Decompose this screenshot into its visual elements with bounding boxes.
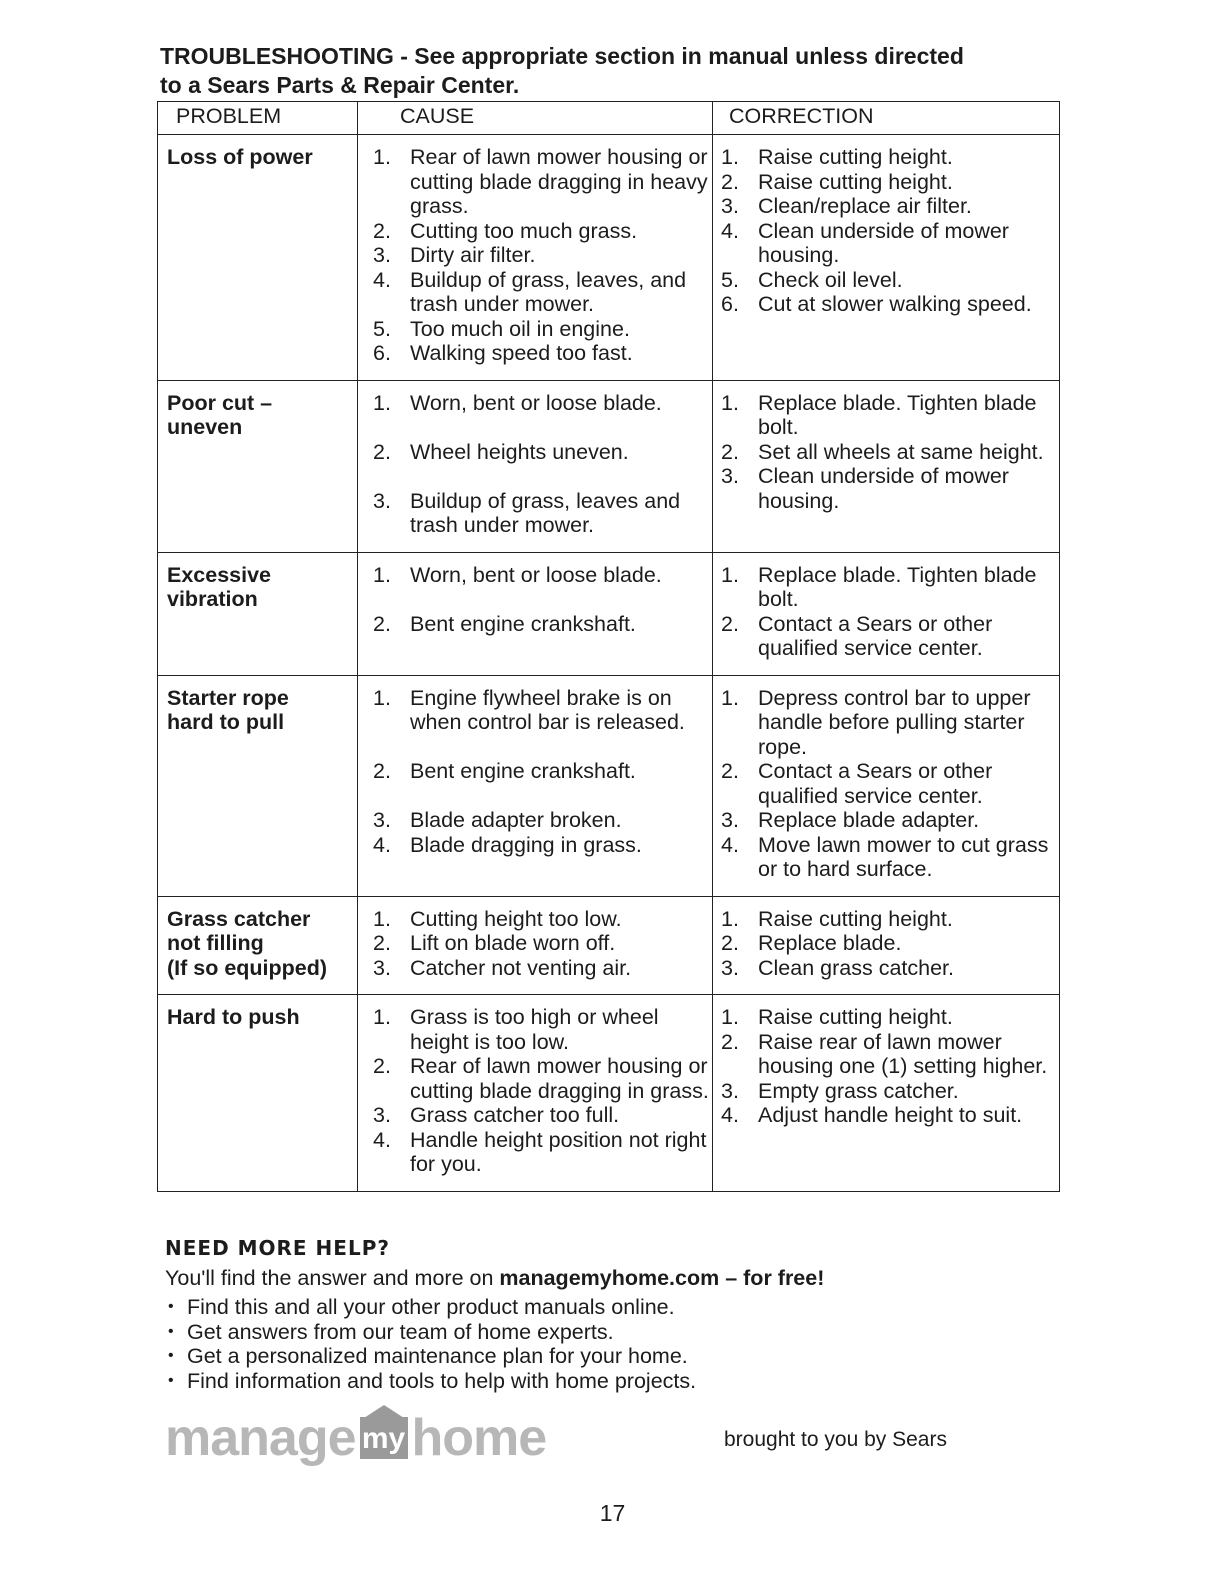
table-row bbox=[158, 896, 1060, 995]
page-title-line-2: to a Sears Parts & Repair Center. bbox=[160, 72, 520, 98]
cause-text: Dirty air filter. bbox=[410, 243, 536, 267]
cause-item bbox=[373, 907, 712, 932]
cause-item bbox=[373, 759, 712, 784]
cause-text: Rear of lawn mower housing or cutting blade dragging in heavy grass. bbox=[410, 145, 708, 218]
cause-number: 2. bbox=[373, 759, 391, 783]
correction-cell bbox=[713, 552, 1060, 675]
help-intro bbox=[165, 1266, 1065, 1291]
cause-number: 2. bbox=[373, 931, 391, 955]
cause-list bbox=[358, 391, 712, 538]
problem-cell bbox=[158, 380, 358, 552]
correction-number: 3. bbox=[721, 464, 739, 488]
correction-text: Adjust handle height to suit. bbox=[758, 1103, 1023, 1127]
cause-number: 3. bbox=[373, 1103, 391, 1127]
correction-item bbox=[721, 268, 1059, 293]
correction-cell bbox=[713, 995, 1060, 1192]
cause-text: Engine flywheel brake is on when control bar is released. bbox=[410, 685, 685, 734]
problem-label-line: Starter rope bbox=[167, 685, 289, 710]
cause-item bbox=[373, 489, 712, 538]
correction-item bbox=[721, 931, 1059, 956]
cause-number: 1. bbox=[373, 145, 391, 169]
cause-item bbox=[373, 219, 712, 244]
cause-item bbox=[373, 956, 712, 981]
correction-text: Clean underside of mower housing. bbox=[758, 464, 1009, 513]
table-row bbox=[158, 380, 1060, 552]
cause-text: Bent engine crankshaft. bbox=[410, 611, 636, 636]
cause-cell bbox=[358, 552, 713, 675]
table-row bbox=[158, 135, 1060, 381]
correction-item bbox=[721, 1103, 1059, 1128]
cause-text: Worn, bent or loose blade. bbox=[410, 562, 662, 587]
cause-cell bbox=[358, 896, 713, 995]
help-bullet: • Find information and tools to help with home projects. bbox=[165, 1369, 1065, 1394]
correction-cell bbox=[713, 675, 1060, 896]
table-row bbox=[158, 552, 1060, 675]
correction-text: Contact a Sears or other qualified service center. bbox=[758, 611, 993, 660]
cause-list bbox=[358, 686, 712, 858]
cause-item bbox=[373, 317, 712, 342]
cause-number: 1. bbox=[373, 685, 391, 710]
help-intro-link[interactable]: managemyhome.com – for free! bbox=[499, 1266, 825, 1290]
help-bullet: • Get answers from our team of home experts. bbox=[165, 1320, 1065, 1345]
cause-item bbox=[373, 1054, 712, 1103]
cause-text: Too much oil in engine. bbox=[410, 316, 630, 341]
cause-number: 2. bbox=[373, 1054, 391, 1078]
correction-number: 4. bbox=[721, 832, 739, 857]
correction-number: 1. bbox=[721, 145, 739, 169]
cause-number: 3. bbox=[373, 488, 391, 513]
correction-item bbox=[721, 833, 1059, 882]
cause-text: Grass catcher too full. bbox=[410, 1103, 620, 1127]
correction-text: Raise cutting height. bbox=[758, 169, 953, 194]
correction-text: Depress control bar to upper handle before pulling starter rope. bbox=[758, 685, 1031, 759]
correction-text: Replace blade adapter. bbox=[758, 808, 980, 832]
cause-list bbox=[358, 563, 712, 637]
correction-number: 2. bbox=[721, 439, 739, 464]
correction-number: 2. bbox=[721, 931, 739, 955]
correction-item bbox=[721, 219, 1059, 268]
correction-item bbox=[721, 440, 1059, 465]
correction-text: Empty grass catcher. bbox=[758, 1078, 959, 1103]
logo-house-icon bbox=[360, 1417, 408, 1459]
correction-number: 1. bbox=[721, 1005, 739, 1029]
cause-number: 3. bbox=[373, 808, 391, 832]
cause-item bbox=[373, 808, 712, 833]
correction-cell bbox=[713, 380, 1060, 552]
cause-text: Rear of lawn mower housing or cutting blade dragging in grass. bbox=[410, 1054, 709, 1103]
correction-number: 4. bbox=[721, 1103, 739, 1127]
correction-item bbox=[721, 145, 1059, 170]
cause-text: Buildup of grass, leaves and trash under mower. bbox=[410, 488, 681, 537]
cause-number: 1. bbox=[373, 562, 391, 587]
cause-cell bbox=[358, 135, 713, 381]
cause-text: Catcher not venting air. bbox=[410, 955, 632, 980]
correction-number: 1. bbox=[721, 562, 739, 587]
cause-text: Walking speed too fast. bbox=[410, 341, 633, 365]
cause-number: 4. bbox=[373, 267, 391, 292]
correction-list bbox=[713, 907, 1059, 981]
correction-number: 2. bbox=[721, 169, 739, 194]
logo-word-home: home bbox=[411, 1409, 547, 1467]
cause-list bbox=[358, 1005, 712, 1177]
correction-number: 2. bbox=[721, 1029, 739, 1054]
cause-item bbox=[373, 243, 712, 268]
correction-number: 3. bbox=[721, 955, 739, 980]
cause-text: Bent engine crankshaft. bbox=[410, 759, 636, 783]
problem-cell bbox=[158, 135, 358, 381]
correction-text: Clean underside of mower housing. bbox=[758, 218, 1009, 267]
table-row bbox=[158, 675, 1060, 896]
problem-label-line: not filling bbox=[167, 931, 264, 955]
cause-item bbox=[373, 391, 712, 416]
correction-list bbox=[713, 391, 1059, 514]
page-title bbox=[160, 42, 1090, 100]
help-section bbox=[165, 1236, 1065, 1393]
help-bullet: • Get a personalized maintenance plan for your home. bbox=[165, 1344, 1065, 1369]
header-cause: CAUSE bbox=[358, 102, 713, 135]
correction-text: Raise rear of lawn mower housing one (1) setting higher. bbox=[758, 1029, 1048, 1078]
cause-number: 1. bbox=[373, 1005, 391, 1029]
brought-by-text: brought to you by Sears bbox=[724, 1428, 947, 1451]
correction-text: Raise cutting height. bbox=[758, 145, 953, 169]
page-number: 17 bbox=[599, 1500, 626, 1526]
cause-number: 2. bbox=[373, 218, 391, 243]
correction-text: Cut at slower walking speed. bbox=[758, 292, 1032, 316]
cause-item bbox=[373, 931, 712, 956]
troubleshooting-table bbox=[157, 101, 1060, 1192]
cause-text: Blade adapter broken. bbox=[410, 808, 622, 832]
header-problem: PROBLEM bbox=[158, 102, 358, 135]
header-correction: CORRECTION bbox=[713, 102, 1060, 135]
correction-item bbox=[721, 1030, 1059, 1079]
correction-number: 1. bbox=[721, 685, 739, 710]
correction-text: Move lawn mower to cut grass or to hard surface. bbox=[758, 832, 1049, 881]
cause-number: 2. bbox=[373, 439, 391, 464]
problem-cell bbox=[158, 995, 358, 1192]
help-intro-text: You'll find the answer and more on bbox=[165, 1266, 500, 1290]
cause-item bbox=[373, 1128, 712, 1177]
cause-cell bbox=[358, 675, 713, 896]
cause-item bbox=[373, 686, 712, 735]
problem-label-line: hard to pull bbox=[167, 710, 285, 734]
correction-list bbox=[713, 563, 1059, 661]
correction-text: Check oil level. bbox=[758, 267, 903, 292]
correction-item bbox=[721, 612, 1059, 661]
correction-item bbox=[721, 170, 1059, 195]
help-bullet: • Find this and all your other product manuals online. bbox=[165, 1295, 1065, 1320]
cause-text: Grass is too high or wheel height is too low. bbox=[410, 1005, 659, 1054]
correction-text: Clean grass catcher. bbox=[758, 955, 954, 980]
correction-text: Replace blade. bbox=[758, 931, 902, 955]
cause-item bbox=[373, 440, 712, 465]
correction-cell bbox=[713, 896, 1060, 995]
help-title: NEED MORE HELP? bbox=[165, 1236, 390, 1260]
cause-item bbox=[373, 563, 712, 588]
correction-item bbox=[721, 292, 1059, 317]
page-title-line-1: TROUBLESHOOTING - See appropriate section in manual unless directed bbox=[160, 43, 964, 69]
correction-item bbox=[721, 464, 1059, 513]
cause-cell bbox=[358, 380, 713, 552]
cause-text: Handle height position not right for you. bbox=[410, 1127, 707, 1176]
cause-list bbox=[358, 907, 712, 981]
cause-item bbox=[373, 1103, 712, 1128]
correction-number: 1. bbox=[721, 390, 739, 415]
cause-item bbox=[373, 145, 712, 219]
correction-number: 5. bbox=[721, 267, 739, 292]
correction-item bbox=[721, 956, 1059, 981]
correction-item bbox=[721, 563, 1059, 612]
problem-label-line: Excessive bbox=[167, 562, 272, 587]
cause-text: Cutting height too low. bbox=[410, 906, 622, 931]
managemyhome-logo bbox=[165, 1408, 546, 1468]
cause-number: 1. bbox=[373, 390, 391, 415]
cause-number: 2. bbox=[373, 611, 391, 636]
correction-item bbox=[721, 194, 1059, 219]
correction-text: Replace blade. Tighten blade bolt. bbox=[758, 390, 1037, 439]
problem-label-line: Hard to push bbox=[167, 1005, 300, 1029]
cause-item bbox=[373, 833, 712, 858]
problem-label-line: uneven bbox=[167, 415, 243, 439]
correction-text: Replace blade. Tighten blade bolt. bbox=[758, 562, 1037, 611]
correction-list bbox=[713, 1005, 1059, 1128]
cause-number: 5. bbox=[373, 316, 391, 341]
cause-text: Lift on blade worn off. bbox=[410, 931, 616, 955]
cause-text: Worn, bent or loose blade. bbox=[410, 390, 662, 415]
correction-text: Set all wheels at same height. bbox=[758, 439, 1044, 464]
correction-item bbox=[721, 391, 1059, 440]
correction-number: 3. bbox=[721, 194, 739, 218]
correction-number: 4. bbox=[721, 218, 739, 243]
logo-word-manage: manage bbox=[165, 1409, 356, 1467]
correction-list bbox=[713, 145, 1059, 317]
cause-number: 1. bbox=[373, 906, 391, 931]
problem-label-line: (If so equipped) bbox=[167, 955, 328, 980]
correction-item bbox=[721, 1079, 1059, 1104]
correction-text: Clean/replace air filter. bbox=[758, 194, 972, 218]
correction-text: Contact a Sears or other qualified service center. bbox=[758, 759, 993, 808]
correction-list bbox=[713, 686, 1059, 882]
cause-number: 4. bbox=[373, 832, 391, 857]
problem-cell bbox=[158, 675, 358, 896]
table-body bbox=[158, 135, 1060, 1192]
correction-item bbox=[721, 759, 1059, 808]
cause-item bbox=[373, 1005, 712, 1054]
table-row bbox=[158, 995, 1060, 1192]
cause-text: Blade dragging in grass. bbox=[410, 832, 642, 857]
correction-number: 6. bbox=[721, 292, 739, 316]
problem-label-line: Loss of power bbox=[167, 145, 313, 169]
correction-item bbox=[721, 808, 1059, 833]
correction-item bbox=[721, 686, 1059, 760]
cause-item bbox=[373, 341, 712, 366]
cause-item bbox=[373, 268, 712, 317]
cause-text: Buildup of grass, leaves, and trash under mower. bbox=[410, 267, 687, 316]
cause-number: 6. bbox=[373, 341, 391, 365]
table-header-row bbox=[158, 102, 1060, 135]
correction-item bbox=[721, 907, 1059, 932]
correction-number: 3. bbox=[721, 1078, 739, 1103]
correction-text: Raise cutting height. bbox=[758, 906, 953, 931]
correction-number: 2. bbox=[721, 759, 739, 783]
logo-word-my: my bbox=[361, 1422, 406, 1455]
cause-cell bbox=[358, 995, 713, 1192]
problem-cell bbox=[158, 896, 358, 995]
problem-label-line: Grass catcher bbox=[167, 906, 311, 931]
cause-number: 4. bbox=[373, 1127, 391, 1152]
help-bullet-list bbox=[165, 1295, 1065, 1393]
correction-number: 2. bbox=[721, 611, 739, 636]
correction-text: Raise cutting height. bbox=[758, 1005, 953, 1029]
cause-number: 3. bbox=[373, 243, 391, 267]
cause-text: Wheel heights uneven. bbox=[410, 439, 629, 464]
problem-label-line: vibration bbox=[167, 587, 258, 611]
cause-list bbox=[358, 145, 712, 366]
cause-text: Cutting too much grass. bbox=[410, 218, 638, 243]
correction-number: 3. bbox=[721, 808, 739, 832]
problem-label-line: Poor cut – bbox=[167, 390, 273, 415]
correction-number: 1. bbox=[721, 906, 739, 931]
cause-number: 3. bbox=[373, 955, 391, 980]
cause-item bbox=[373, 612, 712, 637]
correction-item bbox=[721, 1005, 1059, 1030]
correction-cell bbox=[713, 135, 1060, 381]
problem-cell bbox=[158, 552, 358, 675]
